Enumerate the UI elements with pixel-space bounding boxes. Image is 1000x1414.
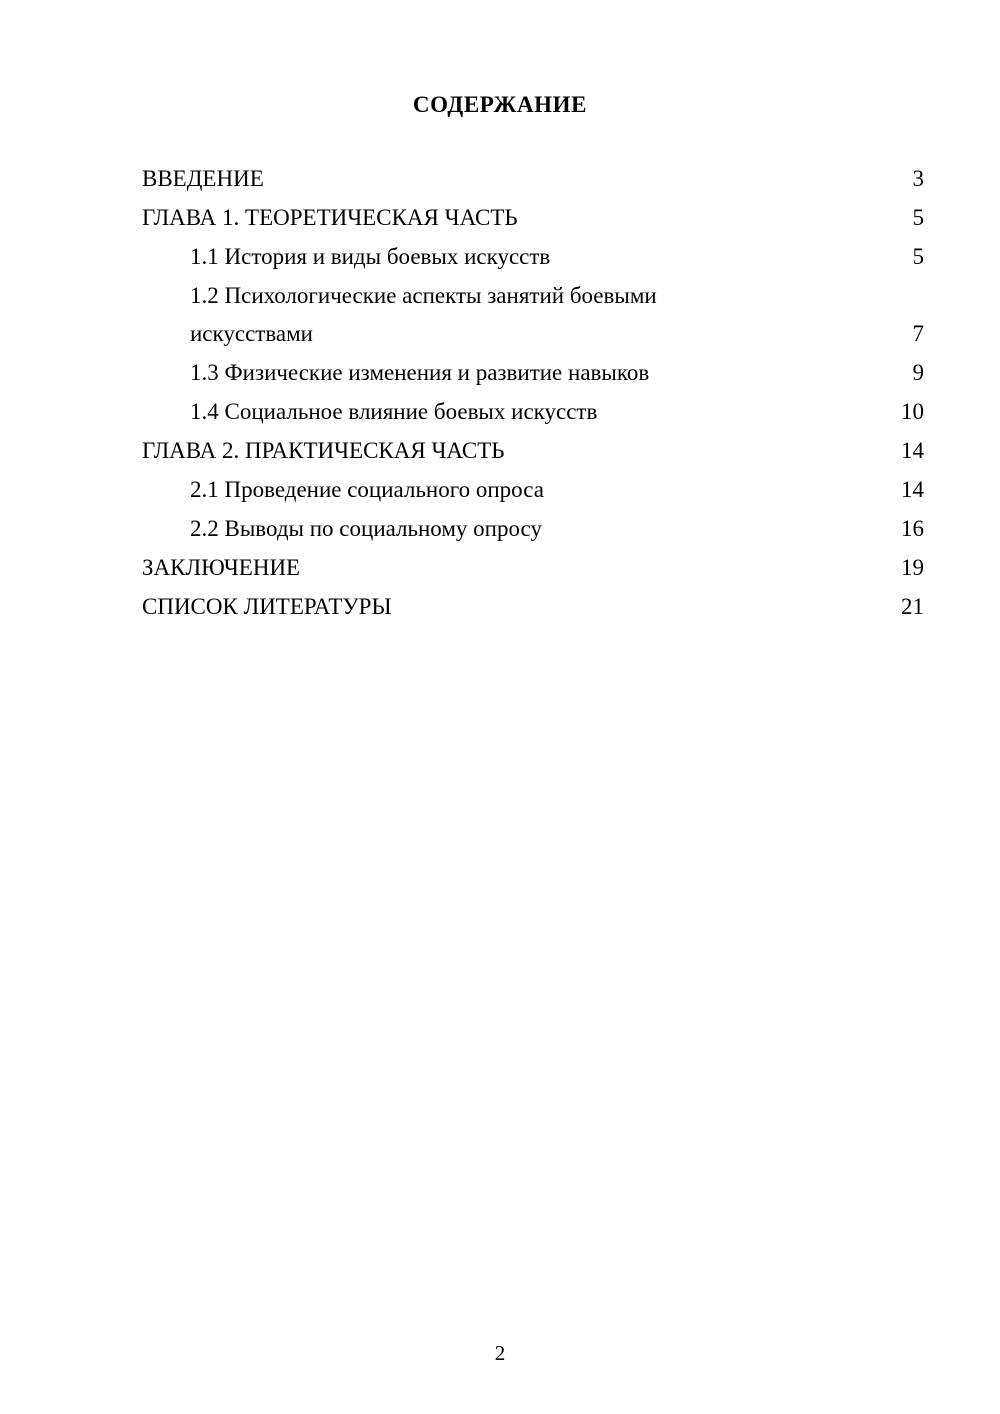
toc-entry-page: 10 — [901, 399, 924, 424]
toc-entry-label: 1.4 Социальное влияние боевых искусств — [190, 399, 598, 424]
toc-entry-page: 14 — [901, 477, 924, 502]
toc-entry[interactable] — [142, 510, 924, 548]
toc-entry[interactable] — [142, 277, 924, 353]
toc-entry-page: 5 — [912, 205, 924, 230]
toc-entry[interactable] — [142, 471, 924, 509]
toc-entry-page: 5 — [912, 244, 924, 269]
toc-entry[interactable] — [142, 432, 924, 470]
toc-entry-label: ВВЕДЕНИЕ — [142, 166, 264, 191]
toc-entry-label: ГЛАВА 2. ПРАКТИЧЕСКАЯ ЧАСТЬ — [142, 438, 505, 463]
toc-entry[interactable] — [142, 393, 924, 431]
toc-entry-page: 7 — [912, 321, 924, 346]
toc-entry-label: ЗАКЛЮЧЕНИЕ — [142, 555, 301, 580]
toc-entry-label: ГЛАВА 1. ТЕОРЕТИЧЕСКАЯ ЧАСТЬ — [142, 205, 518, 230]
page-number-footer: 2 — [494, 1341, 506, 1365]
toc-entry-label: 2.1 Проведение социального опроса — [190, 477, 544, 502]
toc-entry[interactable] — [142, 199, 924, 237]
toc-entry-label: 1.2 Психологические аспекты занятий боевыми искусствами — [190, 283, 657, 346]
toc-entry-page: 19 — [901, 555, 924, 580]
toc-entry-label: 2.2 Выводы по социальному опросу — [190, 516, 542, 541]
toc-entry-page: 3 — [912, 166, 924, 191]
toc-entry-label: 1.1 История и виды боевых искусств — [190, 244, 551, 269]
toc-entry-page: 9 — [912, 360, 924, 385]
toc-entry-label: СПИСОК ЛИТЕРАТУРЫ — [142, 594, 392, 619]
toc-entry-label: 1.3 Физические изменения и развитие навыков — [190, 360, 650, 385]
table-of-contents — [142, 160, 924, 627]
toc-entry[interactable] — [142, 354, 924, 392]
toc-entry-page: 21 — [901, 594, 924, 619]
toc-entry-page: 16 — [901, 516, 924, 541]
toc-entry[interactable] — [142, 549, 924, 587]
page-title: СОДЕРЖАНИЕ — [412, 92, 588, 117]
toc-entry[interactable] — [142, 588, 924, 626]
toc-entry[interactable] — [142, 238, 924, 276]
toc-entry[interactable] — [142, 160, 924, 198]
toc-entry-page: 14 — [901, 438, 924, 463]
